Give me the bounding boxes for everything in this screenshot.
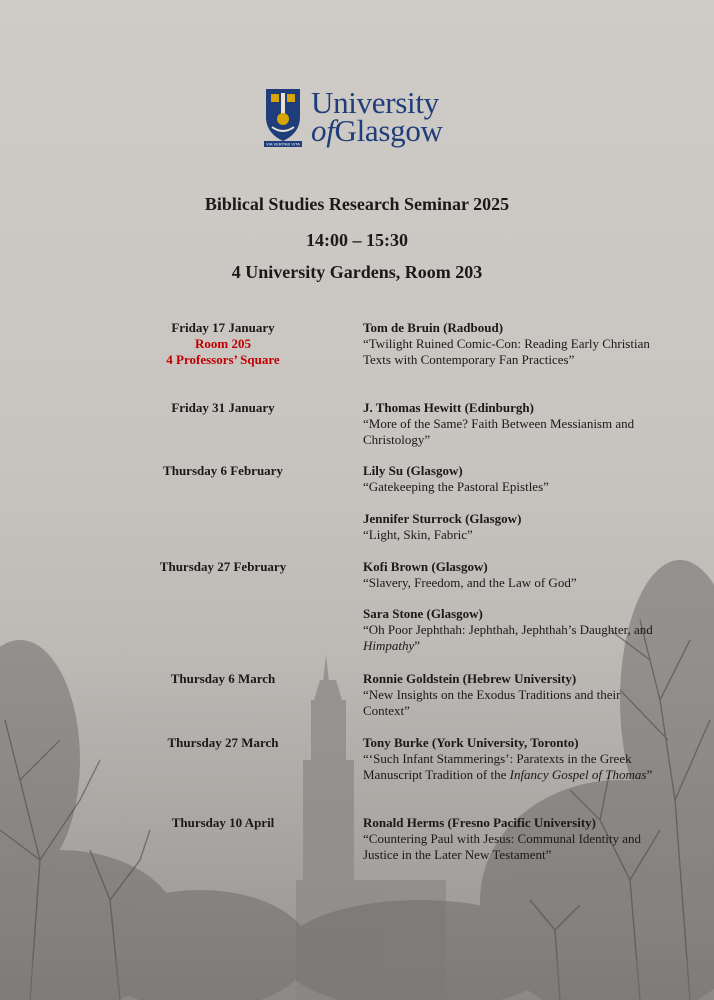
talk-title xyxy=(363,622,663,654)
speaker: Jennifer Sturrock (Glasgow) xyxy=(363,511,522,526)
talk xyxy=(363,606,663,654)
wordmark-glasgow: Glasgow xyxy=(334,113,443,148)
title-part: ” xyxy=(414,638,421,653)
talk-title: “Light, Skin, Fabric” xyxy=(363,527,473,542)
speaker: Lily Su (Glasgow) xyxy=(363,463,463,478)
session-date xyxy=(110,320,336,368)
seminar-venue: 4 University Gardens, Room 203 xyxy=(231,262,483,282)
session-date: Friday 31 January xyxy=(171,400,275,415)
session-date: Thursday 6 March xyxy=(170,671,276,686)
talk xyxy=(363,400,663,448)
wordmark-university: University xyxy=(311,85,439,120)
session-date: Thursday 6 February xyxy=(163,463,283,478)
title-part: ” xyxy=(646,767,653,782)
speaker: Tom de Bruin (Radboud) xyxy=(363,320,504,335)
title-italic: Infancy Gospel of Thomas xyxy=(509,767,647,782)
talk-title: “More of the Same? Faith Between Messianism and Christology” xyxy=(363,416,635,447)
title-part: “Oh Poor Jephthah: Jephthah, Jephthah’s Daughter, and xyxy=(363,622,653,637)
talk xyxy=(363,463,663,495)
speaker: Kofi Brown (Glasgow) xyxy=(363,559,488,574)
speaker: Ronnie Goldstein (Hebrew University) xyxy=(363,671,577,686)
talk-title: “Gatekeeping the Pastoral Epistles” xyxy=(363,479,549,494)
date-text: Friday 17 January xyxy=(171,320,275,335)
talk xyxy=(363,559,663,591)
speaker: J. Thomas Hewitt (Edinburgh) xyxy=(363,400,534,415)
talk xyxy=(363,511,663,543)
session-date: Thursday 27 March xyxy=(167,735,279,750)
speaker: Sara Stone (Glasgow) xyxy=(363,606,483,621)
talk-title: “New Insights on the Exodus Traditions and their Context” xyxy=(363,687,621,718)
talk xyxy=(363,320,663,368)
session-date: Thursday 27 February xyxy=(159,559,287,574)
talk xyxy=(363,671,663,719)
speaker: Ronald Herms (Fresno Pacific University) xyxy=(363,815,596,830)
seminar-title: Biblical Studies Research Seminar 2025 xyxy=(204,194,510,214)
talk-title: “Slavery, Freedom, and the Law of God” xyxy=(363,575,577,590)
room-change: Room 205 xyxy=(195,336,251,351)
wordmark-of: of xyxy=(311,113,335,148)
crest-motto: VIA VERITAS VITA xyxy=(266,141,300,147)
talk-title: “Countering Paul with Jesus: Communal Identity and Justice in the Later New Testament” xyxy=(363,831,642,862)
title-part: “‘Such Infant Stammerings’: Paratexts in the Greek Manuscript Tradition of the xyxy=(363,751,632,782)
talk xyxy=(363,815,663,863)
speaker: Tony Burke (York University, Toronto) xyxy=(363,735,579,750)
title-italic: Himpathy xyxy=(363,638,415,653)
room-change-location: 4 Professors’ Square xyxy=(166,352,280,367)
talk-title: “Twilight Ruined Comic-Con: Reading Early Christian Texts with Contemporary Fan Practices” xyxy=(363,336,650,367)
seminar-time: 14:00 – 15:30 xyxy=(306,230,408,250)
talk xyxy=(363,735,663,783)
session-date: Thursday 10 April xyxy=(171,815,275,830)
talk-title xyxy=(363,751,663,783)
